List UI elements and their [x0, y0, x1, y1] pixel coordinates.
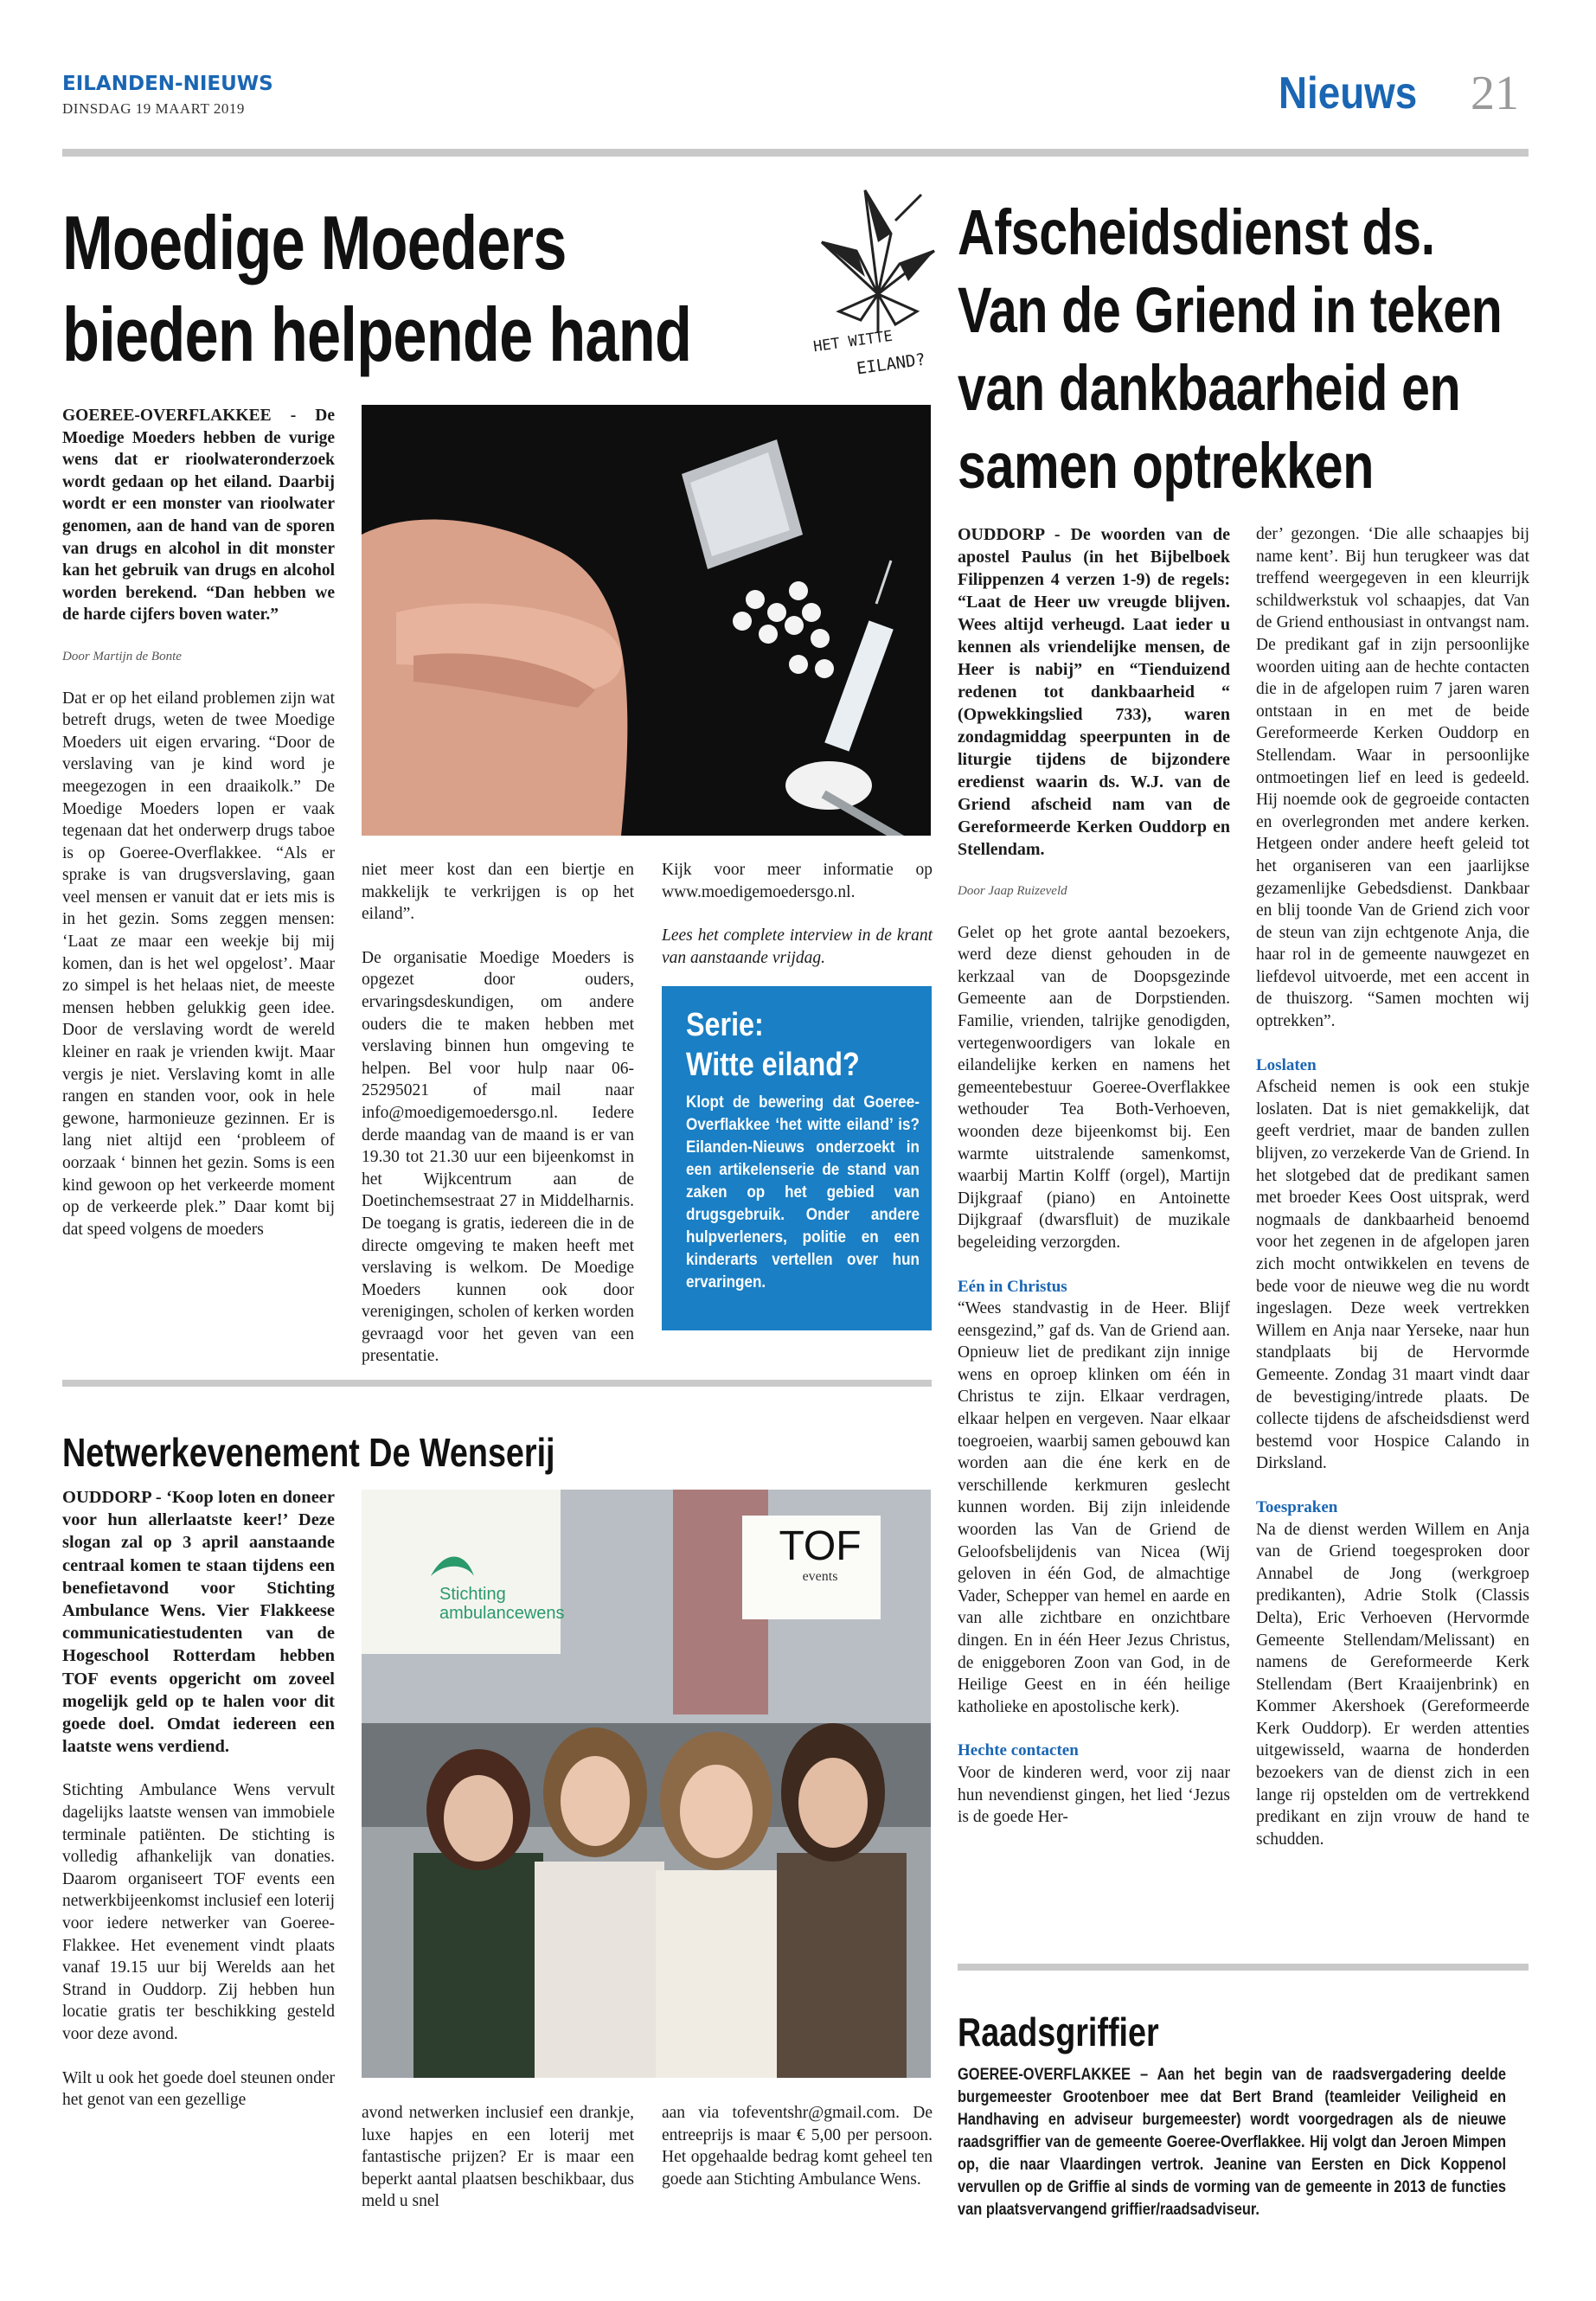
- article1-col1: [62, 405, 335, 1262]
- section-rule-left: [62, 1380, 932, 1387]
- drugs-photo: [362, 405, 931, 836]
- tof-group-photo: [362, 1490, 931, 2078]
- article3-title-line1: Afscheidsdienst ds.: [958, 196, 1435, 268]
- sign-tof: [777, 1524, 863, 1585]
- article1-byline: Door Martijn de Bonte: [62, 649, 182, 663]
- article1-title: [62, 197, 691, 381]
- logo-text-1: HET WITTE: [812, 327, 894, 356]
- serie-box-title: [686, 1005, 890, 1085]
- article1-col2: [362, 859, 634, 1389]
- article4-body: GOEREE-OVERFLAKKEE – Aan het begin van de raadsvergadering deelde burgemeester Grootenboer mee dat Bert Brand (teamleider Veiligheid en Handhaving en adviseur burgemeester) wordt voorgedragen als de nieuwe raadsgriffier van de gemeente Goeree-Overflakkee. Hij volgt dan Jeroen Mimpen op, die naar Vlaardingen vertrok. Jeanine van Eersten en Dick Koppenol vervullen op de Griffie al sinds de vorming van de gemeente in 2013 de functies van plaatsvervangend griffier/raadsadviseur.: [958, 2066, 1507, 2219]
- article3-c2-p1: der’ gezongen. ‘Die alle schaapjes bij name kent’. Bij hun terugkeer was dat treffend weergegeven in een kleurrijk schildwerkstuk vol schaapjes, dat Van de Griend enthousiast in ontvangst nam. De predikant gaf in zijn persoonlijke woorden uiting aan de hechte contacten die in de afgelopen ruim 7 jaren waren ontstaan in en met de beide Gereformeerde Kerken Ouddorp en Stellendam. Waar in persoonlijke ontmoetingen lief en leed is gedeeld. Hij noemde ook de gegroeide contacten en overlegronden met andere kerken. Hetgeen onder andere heeft geleid tot het organiseren van een jaarlijkse gezamenlijke Gebedsdienst. Dankbaar en blij toonde Van de Griend zich voor de steun van zijn echtgenote Anja, die haar rol in de gemeente nauwgezet en liefdevol uitvoerde, met een accent in de thuiszorg. “Samen mochten wij optrekken”.: [1256, 525, 1529, 1031]
- article2-p1: Stichting Ambulance Wens vervult dagelijks laatste wensen van immobiele terminale patiënten. De stichting is volledig afhankelijk van donaties. Daarom organiseert TOF events een netwerkbijeenkomst inclusief een loterij voor iedere netwerker van Goeree-Flakkee. Het evenement vindt plaats vanaf 19.15 uur bij Werelds aan het Strand in Ouddorp. Zij hebben hun locatie gratis ter beschikking gesteld voor deze avond.: [62, 1781, 335, 2043]
- article2-col3-text: aan via tofeventshr@gmail.com. De entreeprijs is maar € 5,00 per persoon. Het opgehaalde bedrag komt geheel ten goede aan Stichting Ambulance Wens.: [662, 2104, 933, 2189]
- serie-box-title2: Witte eiland?: [686, 1047, 860, 1083]
- page-number: 21: [1471, 67, 1519, 120]
- sign-tof-line2: events: [802, 1569, 838, 1584]
- section-rule-right: [958, 1964, 1529, 1971]
- article3-c2-p3: Na de dienst werden Willem en Anja van de Griend toegesproken door Annabel de Jong (werkgroep predikanten), Adrie Stolk (Classis Delta), Eric Verhoeven (Hervormde Gemeente Stellendam/Melissant) en namens de Gereformeerde Kerk Stellendam (Bert Kraaijenbrink) en Kommer Akershoek (Gereformeerde Kerk Ouddorp). Er werden attenties uitgewisseld, waarna de honderden bezoekers van de dienst zich in een lange rij opstelden om de vertrekkend predikant en zijn vrouw de hand te schudden.: [1256, 1520, 1529, 1849]
- article2-title: Netwerkevenement De Wenserij: [62, 1430, 555, 1475]
- article3-sub1: Eén in Christus: [958, 1277, 1067, 1296]
- article2-p2: Wilt u ook het goede doel steunen onder het genot van een gezellige: [62, 2068, 335, 2110]
- article1-col3: [662, 859, 933, 990]
- article3-title-line4: samen optrekken: [958, 430, 1374, 502]
- article3-col2: [1256, 523, 1529, 1872]
- article1-lead: GOEREE-OVERFLAKKEE - De Moedige Moeders hebben de vurige wens dat er rioolwateronderzoek wordt gedaan op het eiland. Daarbij wordt er een monster van rioolwater genomen, aan de hand van de sporen van drugs en alcohol in dit monster kan het gebruik van drugs en alcohol worden berekend. “Dan hebben we de harde cijfers boven water.”: [62, 407, 335, 625]
- article3-lead: OUDDORP - De woorden van de apostel Paulus (in het Bijbelboek Filippenzen 4 verzen 1-9) de regels: “Laat de Heer uw vreugde blijven. Wees altijd verheugd. Laat ieder u kennen als vriendelijke mensen, de Heer is nabij” en “Tienduizend redenen tot dankbaarheid “ (Opwekkingslied 733), waren zondagmiddag speerpunten in de liturgie tijdens de bijzondere eredienst waarin ds. W.J. van de Griend afscheid nam van de Gereformeerde Kerken Ouddorp en Stellendam.: [958, 525, 1230, 859]
- article3-p2: “Wees standvastig in de Heer. Blijf eensgezind,” gaf ds. Van de Griend aan. Opnieuw liet de predikant zijn innige wens en oproep klinken om één in Christus te zijn. Elkaar verdragen, elkaar helpen en vergeven. Naar elkaar toegroeien, waarbij samen gebouwd kan worden aan die éne kerk en de verschillende kerkmuren geslecht kunnen worden. Bij zijn inleidende woorden las Van de Griend de Geloofsbelijdenis van Nicea (Wij geloven in één God, de almachtige Vader, Schepper van hemel en aarde en van alle zichtbare en onzichtbare dingen. En in één Heer Jezus Christus, de eniggeboren Zoon van God, in de Heilige Geest en in één heilige katholieke en apostolische kerk).: [958, 1299, 1230, 1716]
- article2-col2-text: avond netwerken inclusief een drankje, luxe hapjes en een loterij met fantastische prijzen? Er is maar een beperkt aantal plaatsen beschikbaar, dus meld u snel: [362, 2104, 634, 2211]
- witte-eiland-logo: [813, 182, 943, 389]
- logo-text-2: EILAND?: [855, 349, 927, 379]
- article3-sub4: Toespraken: [1256, 1497, 1338, 1516]
- article2-col2: [362, 2102, 634, 2234]
- sign-stichting-line2: ambulancewens: [439, 1604, 565, 1623]
- sign-stichting: [439, 1585, 565, 1623]
- article4-title: Raadsgriffier: [958, 2009, 1159, 2054]
- article3-c2-p2: Afscheid nemen is ook een stukje loslaten. Dat is niet gemakkelijk, dat geeft verdriet, maar de banden zullen blijven, zo verzekerde Van de Griend. In het slotgebed dat de predikant samen met broeder Kees Oost uitsprak, werd nogmaals de dankbaarheid benoemd voor het zegenen in de afgelopen jaren zich mocht ontwikkelen en tevens de bede voor de nieuwe weg die nu wordt ingeslagen. Deze week vertrekken Willem en Anja naar Yerseke, naar hun standplaats bij de Hervormde Gemeente. Zondag 31 maart vindt daar de bevestiging/intrede plaats. De collecte tijdens de afscheidsdienst werd bestemd voor Hospice Calando in Dirksland.: [1256, 1078, 1529, 1473]
- header-rule: [62, 149, 1529, 157]
- article3-p1: Gelet op het grote aantal bezoekers, werd deze dienst gehouden in de kerkzaal van de Doopsgezinde Gemeente aan de Dorpstienden. Familie, vrienden, talrijke genodigden, vertegenwoordigers van lokale en eilandelijke kerken en namens het gemeentebestuur Goeree-Overflakkee wethouder Tea Both-Verhoeven, woonden deze bijeenkomst bij. Een warmte uitstralende samenkomst, waarbij Martin Kolff (orgel), Martijn Dijkgraaf (piano) en Antoinette Dijkgraaf (dwarsfluit) de muzikale begeleiding verzorgden.: [958, 923, 1230, 1252]
- masthead-logo: EILANDEN-NIEUWS: [62, 73, 273, 95]
- article3-p3: Voor de kinderen werd, voor zij naar hun nevendienst gingen, het lied ‘Jezus is de goede Her-: [958, 1763, 1230, 1827]
- article3-sub3: Loslaten: [1256, 1055, 1317, 1074]
- sign-stichting-line1: Stichting: [439, 1585, 506, 1604]
- article1-col1-text: Dat er op het eiland problemen zijn wat betreft drugs, weten de twee Moedige Moeders uit eigen ervaring. “Door de verslaving van je kind word je meegezogen in een draaikolk.” De Moedige Moeders lopen er vaak tegenaan dat het onderwerp drugs taboe is op Goeree-Overflakkee. “Als er sprake is van drugsverslaving, gaan veel mensen er vanuit dat er iets mis is in het gezin. Soms zeggen mensen: ‘Laat ze maar een weekje bij mij komen, dan is het wel opgelost’. Maar zo simpel is het helaas niet, de meeste mensen hebben gelukkig geen idee. Door de verslaving wordt de wereld kleiner en raak je vrienden kwijt. Maar vergis je niet. Verslaving komt in alle rangen en standen voor, ook in hele gewone, harmonieuze gezinnen. Er is lang niet altijd een ‘probleem of oorzaak ‘ binnen het gezin. Soms is een kind gewoon op het verkeerde moment op de verkeerde plek.” Daar komt bij dat speed volgens de moeders: [62, 689, 335, 1239]
- article1-col2-p2: De organisatie Moedige Moeders is opgezet door ouders, ervaringsdeskundigen, om andere ouders die te maken hebben met verslaving binnen hun omgeving te helpen. Bel voor hulp naar 06-25295021 of mail naar info@moedigemoedersgo.nl. Iedere derde maandag van de maand is er van 19.30 tot 21.30 uur een bijeenkomst in het Wijkcentrum aan de Doetinchemsestraat 27 in Middelharnis. De toegang is gratis, iedereen die in de directe omgeving te maken heeft met verslaving is welkom. De Moedige Moeders kunnen ook door verenigingen, scholen of kerken worden gevraagd voor het geven van een presentatie.: [362, 948, 634, 1366]
- hands-photo-art: [362, 405, 931, 836]
- section-name: Nieuws: [1279, 68, 1418, 119]
- serie-box: [662, 986, 932, 1330]
- article2-col1: [62, 1486, 335, 2133]
- article3-title: [958, 194, 1502, 505]
- article2-lead: OUDDORP - ‘Koop loten en doneer voor hun allerlaatste keer!’ Deze slogan zal op 3 april aanstaande centraal komen te staan tijdens een benefietavond voor Stichting Ambulance Wens. Vier Flakkeese communicatiestudenten van de Hogeschool Rotterdam hebben TOF events opgericht om zoveel mogelijk geld op te halen voor dit goede doel. Omdat iedereen een laatste wens verdiend.: [62, 1488, 335, 1757]
- article3-sub2: Hechte contacten: [958, 1741, 1079, 1760]
- masthead-date: DINSDAG 19 MAART 2019: [62, 100, 245, 117]
- article1-title-line2: bieden helpende hand: [62, 292, 692, 377]
- article1-col3-p2: Lees het complete interview in de krant van aanstaande vrijdag.: [662, 926, 933, 967]
- article3-byline: Door Jaap Ruizeveld: [958, 884, 1067, 898]
- article3-title-line2: Van de Griend in teken: [958, 274, 1503, 346]
- article2-col3: [662, 2102, 933, 2212]
- article1-col3-p1: Kijk voor meer informatie op www.moedigemoedersgo.nl.: [662, 861, 933, 901]
- article1-col2-p1: niet meer kost dan een biertje en makkelijk te verkrijgen is op het eiland”.: [362, 861, 634, 924]
- article1-title-line1: Moedige Moeders: [62, 200, 567, 285]
- article3-title-line3: van dankbaarheid en: [958, 352, 1461, 424]
- article3-col1: [958, 523, 1230, 1850]
- serie-box-body: Klopt de bewering dat Goeree-Overflakkee ‘het witte eiland’ is? Eilanden-Nieuws onderzoekt in een artikelenserie de stand van zaken op het gebied van drugsgebruik. Onder andere hulpverleners, politie en een kinderarts vertellen over hun ervaringen.: [686, 1093, 920, 1292]
- sign-tof-line1: TOF: [779, 1523, 862, 1569]
- serie-box-title1: Serie:: [686, 1007, 764, 1043]
